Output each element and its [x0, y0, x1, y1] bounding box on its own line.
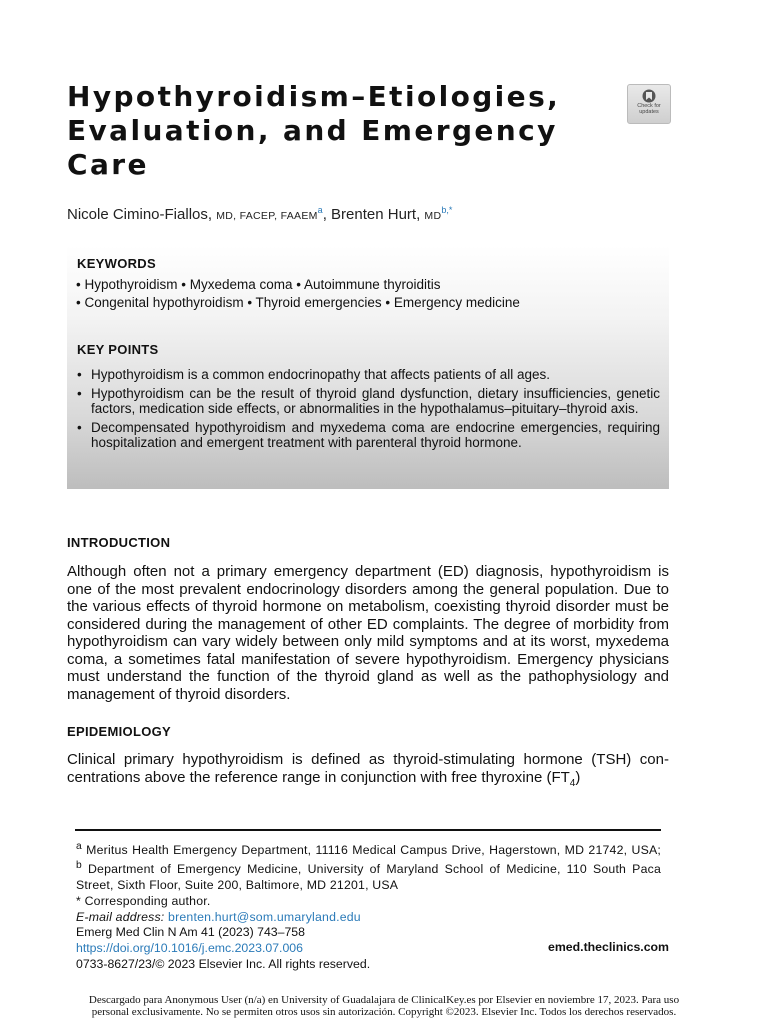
check-badge-line2: updates [639, 109, 659, 115]
introduction-paragraph: Although often not a primary emergency department (ED) diagnosis, hypothyroidism is one of the most prevalent endocrinology disorders among the general population. Due to the various effects of thyroid hormone on metabolism, coexisting thyroid disorder must be considered during the management of other ED complaints. The degree of morbidity from hypothyroidism can vary widely between only mild symptoms and at its worst, myxedema coma, a sometimes fatal manifestation of severe hypothyroidism. Emergency physicians must understand the function of the thyroid gland as well as the pathophysiology and management of thyroid disorders. [67, 563, 669, 703]
check-for-updates-badge[interactable] [627, 84, 671, 124]
check-badge-line1: Check for [637, 103, 661, 109]
author-1-degrees: MD, FACEP, FAAEM [216, 210, 318, 222]
copyright-line: 0733-8627/23/© 2023 Elsevier Inc. All rights reserved. [76, 957, 371, 971]
key-point-item: • Hypothyroidism can be the result of thyroid gland dysfunction, dietary insufficiencies, genetic factors, medication side effects, or abnormalities in the hypothalamus–pituitary–thyroid axis. [76, 386, 660, 417]
epidemiology-paragraph [67, 751, 669, 792]
download-notice-line-2: personal exclusivamente. No se permiten otros usos sin autorización. Copyright ©2023. Elsevier Inc. Todos los derechos reservados. [91, 1006, 677, 1018]
affiliation-footnote [76, 839, 661, 925]
key-points-heading: KEY POINTS [77, 342, 159, 357]
footnote-mark-a: a [76, 841, 82, 852]
keywords-keypoints-box [67, 246, 669, 489]
author-1-name: Nicole Cimino-Fiallos, [67, 206, 217, 223]
author-2-name: Brenten Hurt, [331, 206, 425, 223]
bookmark-icon [641, 89, 657, 103]
download-notice [0, 994, 768, 1018]
email-label: E-mail address: [76, 910, 169, 925]
footnote-divider [75, 829, 661, 831]
email-link[interactable]: brenten.hurt@som.umaryland.edu [168, 910, 361, 925]
epidemiology-text: Clinical primary hypothyroidism is defined as thyroid-stimulating hormone (TSH) concentrations above the reference range in conjunction with free thyroxine (FT [67, 751, 669, 786]
epidemiology-subscript: 4 [569, 777, 576, 789]
key-point-item: • Hypothyroidism is a common endocrinopathy that affects patients of all ages. [76, 367, 660, 383]
citation-block [76, 924, 370, 972]
corresponding-author-note: * Corresponding author. [76, 894, 211, 909]
author-2-affiliation-mark[interactable]: b,* [441, 205, 453, 215]
journal-citation: Emerg Med Clin N Am 41 (2023) 743–758 [76, 925, 305, 939]
author-2-degrees: MD [424, 210, 442, 222]
key-points-list [76, 367, 660, 454]
epidemiology-heading: EPIDEMIOLOGY [67, 724, 172, 739]
keywords-heading: KEYWORDS [77, 256, 156, 271]
author-1-affiliation-mark[interactable]: a [317, 205, 323, 215]
article-title: Hypothyroidism–Etiologies, Evaluation, and Emergency Care [67, 80, 561, 181]
affiliation-b: Department of Emergency Medicine, University of Maryland School of Medicine, 110 South Paca Street, Sixth Floor, Suite 200, Baltimore, MD 21201, USA [76, 862, 661, 893]
keywords-line-2: • Congenital hypothyroidism • Thyroid emergencies • Emergency medicine [76, 295, 520, 310]
keywords-line-1: • Hypothyroidism • Myxedema coma • Autoimmune thyroiditis [76, 277, 441, 292]
author-line [67, 205, 452, 223]
email-line [76, 909, 661, 925]
doi-link[interactable]: https://doi.org/10.1016/j.emc.2023.07.006 [76, 941, 303, 955]
journal-website[interactable]: emed.theclinics.com [548, 940, 669, 954]
introduction-heading: INTRODUCTION [67, 535, 171, 550]
key-point-item: • Decompensated hypothyroidism and myxedema coma are endocrine emergencies, requiring hospitalization and emergent treatment with parenteral thyroid hormone. [76, 420, 660, 451]
affiliation-a: Meritus Health Emergency Department, 11116 Medical Campus Drive, Hagerstown, MD 21742, USA; [81, 843, 661, 858]
footnote-mark-b: b [76, 860, 82, 872]
download-notice-line-1: Descargado para Anonymous User (n/a) en University of Guadalajara de ClinicalKey.es por Elsevier en noviembre 17, 2023. Para uso [88, 994, 680, 1006]
epidemiology-text-end: ) [575, 768, 581, 786]
author-separator: , [322, 206, 332, 223]
